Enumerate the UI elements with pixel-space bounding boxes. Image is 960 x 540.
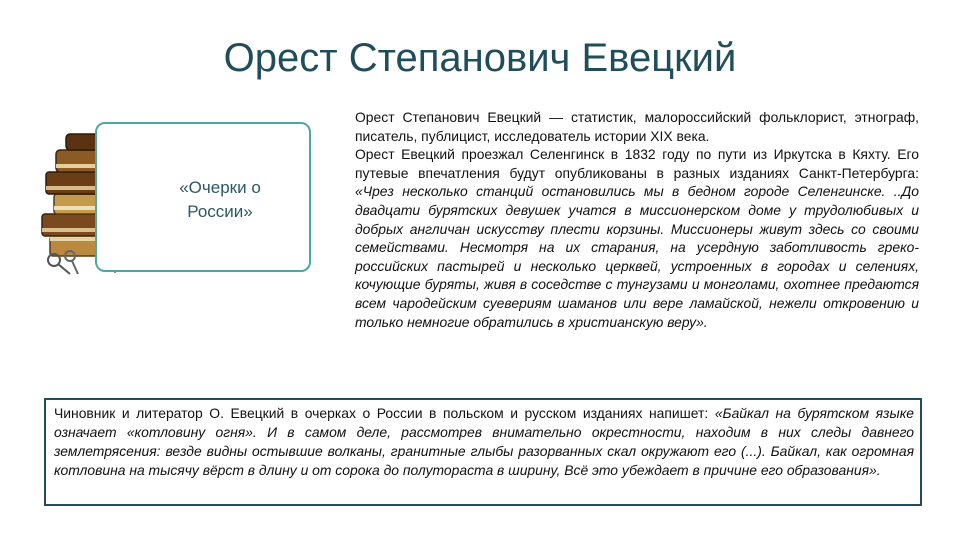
baikal-quote-text — [54, 404, 914, 480]
baikal-intro: Чиновник и литератор О. Евецкий в очерках о России в польском и русском изданиях напишет: — [54, 405, 715, 421]
baikal-quote: «Байкал на бурятском языке означает «котловину огня». И в самом деле, рассмотрев внимательно окрестности, находим в них следы давнего землетрясения: везде видны остывшие волканы, гранитные глыбы разорванных скал окружают его (...). Байкал, как огромная котловина на тысячу вёрст в длину и от сорока до полутораста в ширину, Всё это убеждает в причине его образования». — [54, 405, 914, 478]
travel-quote: «Чрез несколько станций остановились мы в бедном городе Селенгинске. ..До двадцати бурятских девушек учатся в миссионерском доме у трудолюбивых и добрых англичан искусству плести корзины. Миссионеры живут здесь со своими семействами. Несмотря на их старания, на усердную заботливость греко-российских пастырей и несколько церквей, устроенных в городах и селениях, кочующие буряты, живя в соседстве с тунгузами и монголами, охотнее предаются всем чародейским суевериям шаманов или вере ламайской, нежели откровению и только немногие обратились в христианскую веру». — [355, 183, 919, 330]
travel-intro: Орест Евецкий проезжал Селенгинск в 1832 году по пути из Иркутска в Кяхту. Его путевые впечатления будут опубликованы в разных изданиях Санкт-Петербурга: — [355, 146, 919, 181]
travel-paragraph — [355, 145, 919, 331]
bio-paragraph: Орест Степанович Евецкий — статистик, малороссийский фольклорист, этнограф, писатель, публицист, исследователь истории XIX века. — [355, 109, 919, 144]
topic-card-label: «Очерки о России» — [179, 178, 261, 221]
page-title: Орест Степанович Евецкий — [223, 36, 737, 80]
description-text — [355, 108, 919, 331]
